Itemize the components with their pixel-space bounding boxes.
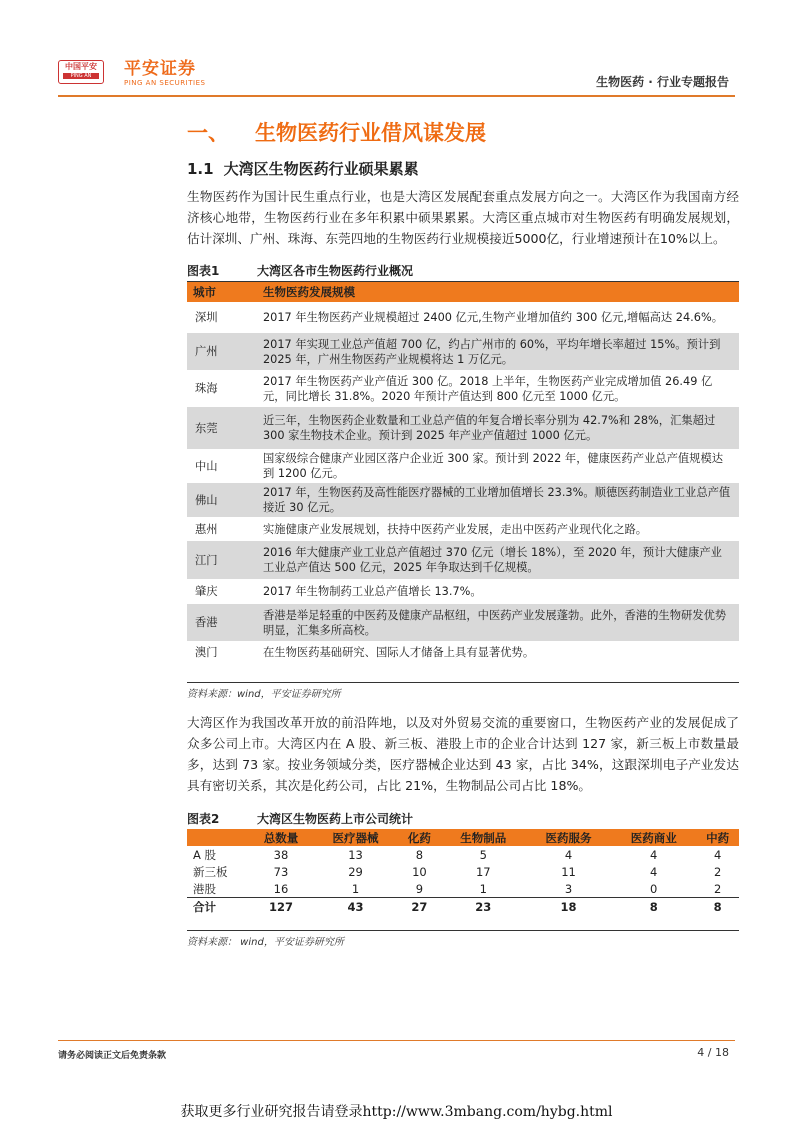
- table-row: [187, 863, 739, 880]
- subsection-number: 1.1: [187, 160, 214, 178]
- cell: 29: [348, 864, 363, 879]
- table-row: [187, 579, 739, 604]
- row-desc: 近三年，生物医药企业数量和工业总产值的年复合增长率分别为 42.7%和 28%，汇集超过 300 家生物技术企业。预计到 2025 年产业产值超过 1000 亿元。: [257, 407, 739, 449]
- cell: 8: [611, 898, 696, 916]
- cell: 1: [479, 881, 487, 896]
- cell: 3: [564, 881, 573, 896]
- subsection-title-text: 大湾区生物医药行业硕果累累: [223, 160, 419, 178]
- cell: 127: [249, 898, 313, 916]
- header-total: 总数量: [249, 829, 313, 846]
- footer-disclaimer: 请务必阅读正文后免责条款: [58, 1051, 167, 1061]
- row-desc: 在生物医药基础研究、国际人才储备上具有显著优势。: [263, 645, 535, 659]
- row-desc: 实施健康产业发展规划，扶持中医药产业发展，走出中医药产业现代化之路。: [263, 522, 648, 536]
- row-desc: 2017 年生物制药工业总产值增长 13.7%。: [263, 585, 482, 598]
- row-city: 东莞: [187, 407, 257, 449]
- table-row: [187, 641, 739, 663]
- row-city: 珠海: [195, 382, 218, 395]
- header-devices: 医疗器械: [313, 829, 398, 846]
- footer-divider: [58, 1040, 735, 1041]
- section-title: [187, 117, 486, 147]
- row-market: 新三板: [193, 864, 228, 879]
- row-total-label: 合计: [187, 898, 249, 916]
- table-row: [187, 846, 739, 863]
- table2-label: 图表2: [187, 812, 220, 826]
- row-city: 深圳: [195, 311, 218, 324]
- cell: 8: [696, 898, 739, 916]
- cell: 11: [561, 864, 576, 879]
- report-type: 生物医药 · 行业专题报告: [596, 75, 729, 89]
- table-row: [187, 604, 739, 641]
- row-city: 江门: [187, 541, 257, 579]
- section-title-text: 生物医药行业借风谋发展: [255, 121, 486, 145]
- table1-caption: [187, 262, 739, 282]
- listed-companies-table: [187, 829, 739, 915]
- cell: 8: [415, 847, 424, 862]
- row-city: 惠州: [195, 522, 218, 536]
- table-header-row: [187, 829, 739, 846]
- city-overview-table: [187, 282, 739, 663]
- row-city: 澳门: [195, 645, 218, 659]
- cell: 43: [313, 898, 398, 916]
- table2-source: 资料来源： wind，平安证券研究所: [187, 930, 739, 948]
- table2-title: 大湾区生物医药上市公司统计: [257, 812, 414, 826]
- row-city: 广州: [187, 333, 257, 370]
- promo-link[interactable]: 获取更多行业研究报告请登录http://www.3mbang.com/hybg.html: [180, 1104, 613, 1120]
- table-row: [187, 370, 739, 407]
- page-number: 4 / 18: [697, 1046, 729, 1059]
- table-row: [187, 541, 739, 579]
- cell: 4: [713, 847, 722, 862]
- cell: 13: [348, 847, 363, 862]
- cell: 17: [475, 864, 491, 879]
- cell: 2: [713, 881, 722, 896]
- header-divider: [58, 95, 735, 97]
- logo-en-text: PING AN SECURITIES: [124, 79, 206, 87]
- section-number: 一、: [187, 121, 229, 145]
- row-desc: 2017 年生物医药产业产值近 300 亿。2018 上半年，生物医药产业完成增加值 26.49 亿元，同比增长 31.8%。2020 年预计产值达到 800 亿元至 1000 亿元。: [263, 374, 713, 403]
- cell: 23: [441, 898, 526, 916]
- row-city: 中山: [195, 459, 218, 473]
- header-city: 城市: [187, 282, 257, 302]
- cell: 18: [526, 898, 611, 916]
- header-blank: [187, 829, 249, 846]
- header-services: 医药服务: [526, 829, 611, 846]
- row-desc: 2017 年，生物医药及高性能医疗器械的工业增加值增长 23.3%。顺德医药制造业工业总产值接近 30 亿元。: [257, 483, 739, 517]
- row-city: 肇庆: [195, 585, 218, 598]
- row-desc: 2017 年生物医药产业规模超过 2400 亿元,生物产业增加值约 300 亿元,增幅高达 24.6%。: [263, 311, 723, 324]
- cell: 1: [351, 881, 360, 896]
- table-row: [187, 880, 739, 898]
- cell: 10: [412, 864, 427, 879]
- header-commerce: 医药商业: [611, 829, 696, 846]
- cell: 38: [273, 847, 289, 862]
- row-market: 港股: [193, 881, 216, 896]
- cell: 4: [564, 847, 573, 862]
- pingan-securities-logo: [124, 59, 205, 87]
- cell: 4: [650, 864, 658, 879]
- header-tcm: 中药: [696, 829, 739, 846]
- table-row: [187, 517, 739, 541]
- row-city: 佛山: [187, 483, 257, 517]
- cell: 4: [650, 847, 658, 862]
- logo-cn-text: 平安证券: [124, 59, 196, 79]
- header-chemical: 化药: [398, 829, 441, 846]
- cell: 27: [398, 898, 441, 916]
- table-row: [187, 449, 739, 483]
- paragraph-listed-companies: 大湾区作为我国改革开放的前沿阵地，以及对外贸易交流的重要窗口，生物医药产业的发展促成了众多公司上市。大湾区内在 A 股、新三板、港股上市的企业合计达到 127 家，新三板上市数量最多，达到 73 家。按业务领域分类，医疗器械企业达到 43 家，占比 34%，这跟深圳电子产业发达具有密切关系，其次是化药公司，占比 21%，生物制品公司占比 18%。: [187, 715, 739, 793]
- table2-caption: [187, 810, 739, 830]
- table-total-row: [187, 898, 739, 916]
- row-city: 香港: [187, 604, 257, 641]
- header-biologics: 生物制品: [441, 829, 526, 846]
- cell: 16: [273, 881, 289, 896]
- cell: 0: [650, 881, 658, 896]
- table-row: [187, 302, 739, 333]
- paragraph-intro: 生物医药作为国计民生重点行业，也是大湾区发展配套重点发展方向之一。大湾区作为我国南方经济核心地带，生物医药行业在多年积累中硕果累累。大湾区重点城市对生物医药有明确发展规划，估计深圳、广州、珠海、东莞四地的生物医药行业规模接近5000亿，行业增速预计在10%以上。: [187, 189, 739, 246]
- cell: 73: [273, 864, 289, 879]
- logo-group-text: 中国平安: [65, 62, 97, 71]
- cell: 2: [713, 864, 722, 879]
- header-scale: 生物医药发展规模: [257, 282, 739, 302]
- table-header-row: [187, 282, 739, 302]
- row-desc: 2017 年实现工业总产值超 700 亿，约占广州市的 60%，平均年增长率超过 15%。预计到 2025 年，广州生物医药产业规模将达 1 万亿元。: [257, 333, 739, 370]
- row-market: A 股: [193, 847, 217, 862]
- pingan-group-logo: [58, 60, 104, 84]
- table-row: [187, 407, 739, 449]
- logo-group-subtext: PING AN: [63, 73, 99, 79]
- row-desc: 香港是举足轻重的中医药及健康产品枢纽，中医药产业发展蓬勃。此外，香港的生物研发优势明显，汇集多所高校。: [257, 604, 739, 641]
- cell: 9: [415, 881, 424, 896]
- table1-label: 图表1: [187, 264, 220, 278]
- table-row: [187, 483, 739, 517]
- row-desc: 2016 年大健康产业工业总产值超过 370 亿元（增长 18%），至 2020 年，预计大健康产业工业总产值达 500 亿元，2025 年争取达到千亿规模。: [257, 541, 739, 579]
- table1-source: 资料来源：wind，平安证券研究所: [187, 682, 739, 700]
- table1-title: 大湾区各市生物医药行业概况: [257, 264, 414, 278]
- table-row: [187, 333, 739, 370]
- subsection-title: [187, 158, 419, 179]
- row-desc: 国家级综合健康产业园区落户企业近 300 家。预计到 2022 年，健康医药产业总产值规模达到 1200 亿元。: [263, 452, 724, 480]
- cell: 5: [479, 847, 487, 862]
